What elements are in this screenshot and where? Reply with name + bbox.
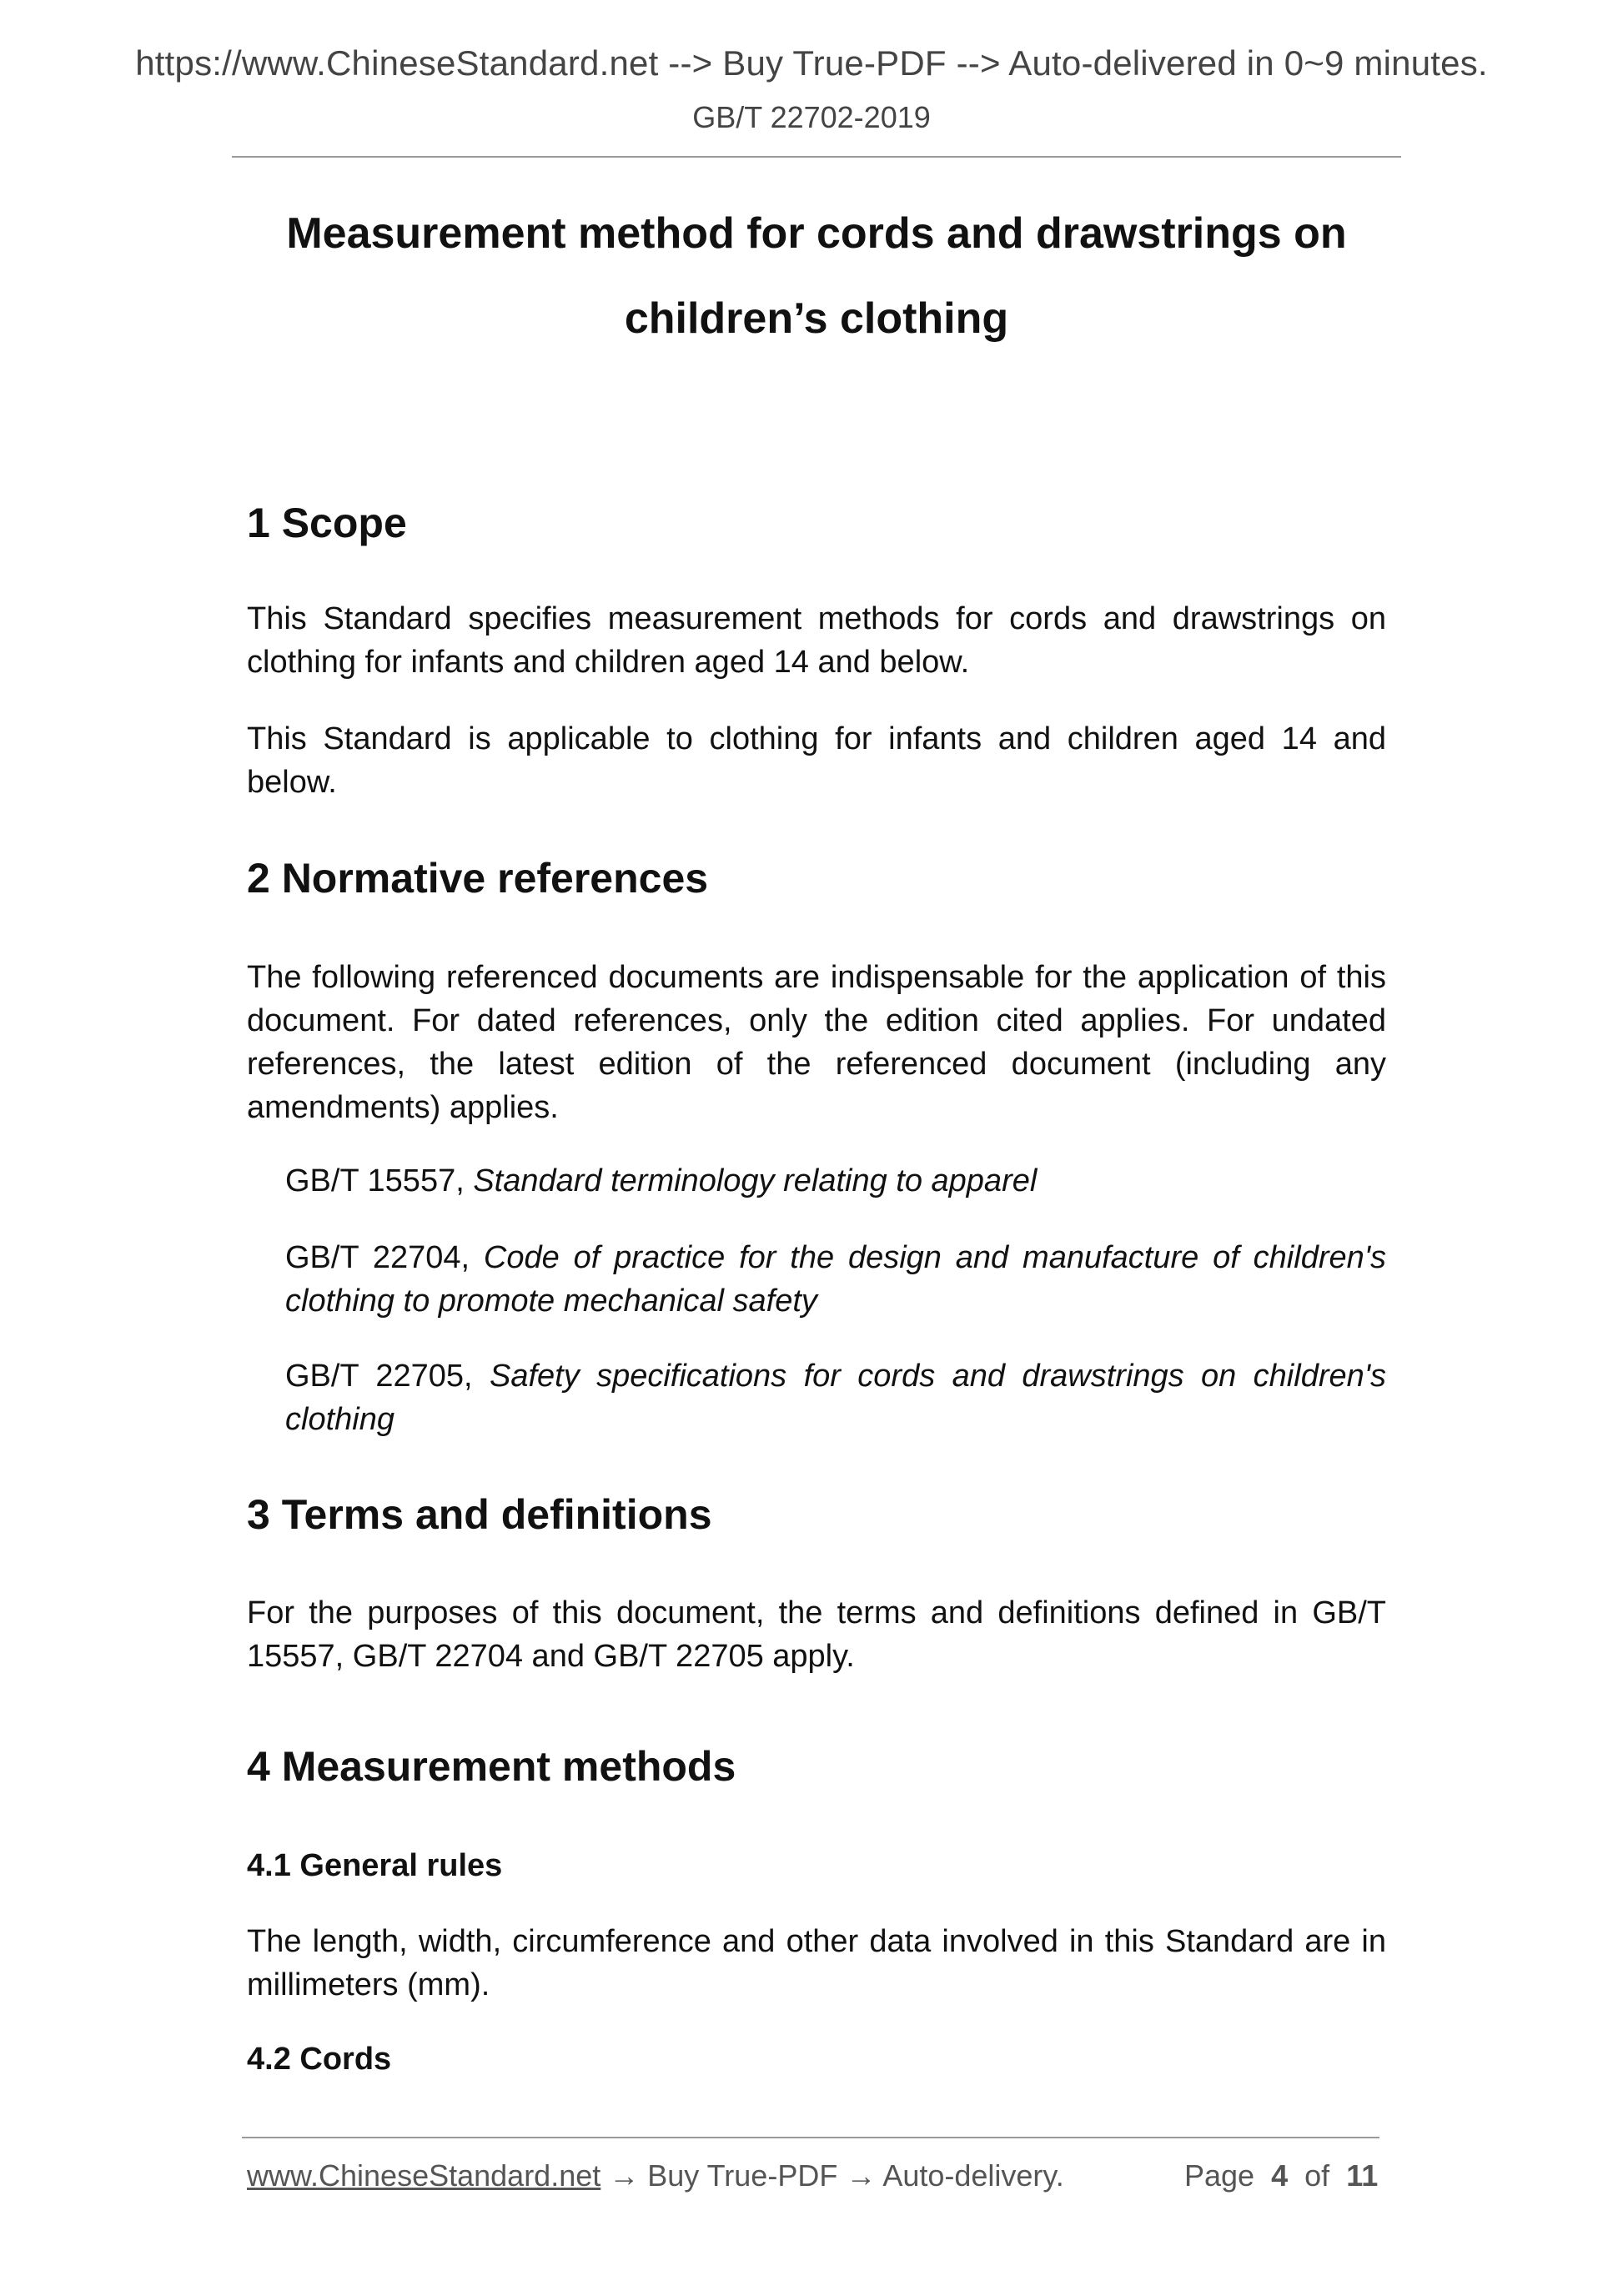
reference-code: GB/T 15557, — [285, 1163, 474, 1198]
scope-paragraph-2: This Standard is applicable to clothing for infants and children aged 14 and below. — [247, 721, 1386, 800]
footer-links — [247, 2158, 1064, 2193]
general-rules-paragraph: The length, width, circumference and other data involved in this Standard are in millimeters (mm). — [247, 1924, 1386, 2002]
of-label: of — [1304, 2158, 1330, 2193]
subsection-heading-general-rules: 4.1 General rules — [247, 1848, 503, 1883]
scope-paragraph-1: This Standard specifies measurement methods for cords and drawstrings on clothing for infants and children aged 14 and below. — [247, 601, 1386, 680]
header-banner: https://www.ChineseStandard.net --> Buy True-PDF --> Auto-delivered in 0~9 minutes. — [135, 43, 1488, 83]
normative-intro-paragraph: The following referenced documents are indispensable for the application of this document. For dated references, only the edition cited applies. For undated references, the latest edition of the referenced document (including any amendments) applies. — [247, 960, 1386, 1125]
page-indicator — [1184, 2158, 1378, 2193]
page-number: 4 — [1271, 2158, 1289, 2193]
document-title-line-1: Measurement method for cords and drawstrings on — [286, 209, 1347, 258]
section-heading-normative-references: 2 Normative references — [247, 855, 709, 902]
header-divider — [232, 156, 1401, 158]
document-title-line-2: children’s clothing — [624, 294, 1009, 343]
reference-item — [285, 1236, 1386, 1323]
terms-paragraph: For the purposes of this document, the terms and definitions defined in GB/T 15557, GB/T 22704 and GB/T 22705 apply. — [247, 1595, 1386, 1674]
reference-title: Code of practice for the design and manufacture of children's clothing to promote mechanical safety — [285, 1240, 1386, 1319]
page-label: Page — [1184, 2158, 1255, 2193]
reference-title: Standard terminology relating to apparel — [473, 1163, 1038, 1198]
reference-item — [285, 1354, 1386, 1441]
footer-site-link[interactable]: www.ChineseStandard.net — [247, 2158, 601, 2193]
standard-code: GB/T 22702-2019 — [692, 100, 931, 134]
footer-divider — [242, 2137, 1379, 2138]
subsection-heading-cords: 4.2 Cords — [247, 2042, 392, 2077]
reference-code: GB/T 22705, — [285, 1359, 490, 1394]
reference-code: GB/T 22704, — [285, 1240, 484, 1275]
section-heading-measurement-methods: 4 Measurement methods — [247, 1743, 736, 1790]
section-heading-terms: 3 Terms and definitions — [247, 1491, 712, 1538]
footer-delivery-text: → Buy True-PDF → Auto-delivery. — [600, 2158, 1064, 2193]
total-pages: 11 — [1346, 2158, 1379, 2193]
section-heading-scope: 1 Scope — [247, 500, 407, 546]
reference-title: Safety specifications for cords and drawstrings on children's clothing — [285, 1359, 1386, 1437]
reference-item — [285, 1159, 1386, 1203]
